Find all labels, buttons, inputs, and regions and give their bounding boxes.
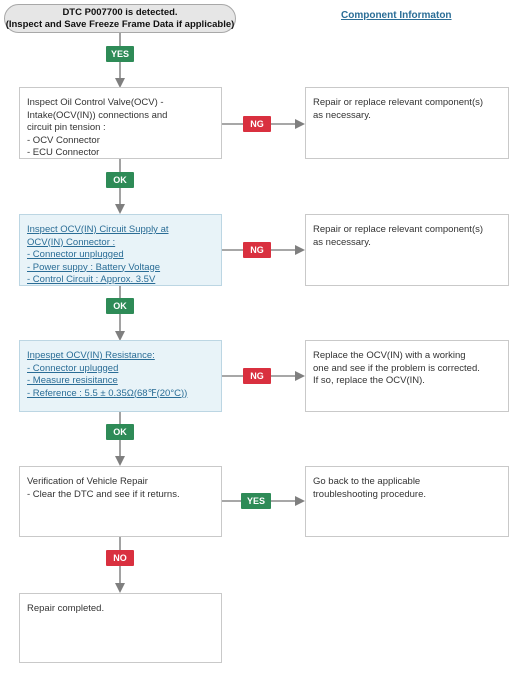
step-4-line: Verification of Vehicle Repair	[27, 476, 148, 487]
step-2-ok-badge: OK	[106, 298, 134, 314]
step-1-ok-badge: OK	[106, 172, 134, 188]
step-3-result-box	[305, 340, 509, 412]
step-2-line[interactable]: - Power suppy : Battery Voltage	[27, 261, 161, 273]
step-1-line: circuit pin tension :	[27, 122, 106, 133]
step-1-result-line: as necessary.	[313, 109, 371, 121]
step-4-result-line: Go back to the applicable	[313, 476, 421, 487]
step-4-no-badge: NO	[106, 550, 134, 566]
start-node	[4, 4, 236, 33]
step-3-ok-badge: OK	[106, 424, 134, 440]
step-2-box[interactable]	[19, 214, 222, 286]
step-2-result-line: Repair or replace relevant component(s)	[313, 224, 484, 235]
step-4-result-box	[305, 466, 509, 537]
step-2-line[interactable]: OCV(IN) Connector :	[27, 236, 116, 248]
step-2-line[interactable]: Inspect OCV(IN) Circuit Supply at	[27, 224, 169, 235]
final-line: Repair completed.	[27, 603, 105, 614]
step-2-result-box	[305, 214, 509, 286]
step-3-result-line: one and see if the problem is corrected.	[313, 362, 480, 374]
yes-badge: YES	[106, 46, 134, 62]
step-1-result-box	[305, 87, 509, 159]
step-3-ng-badge: NG	[243, 368, 271, 384]
step-1-line: Intake(OCV(IN)) connections and	[27, 109, 168, 121]
step-2-ng-badge: NG	[243, 242, 271, 258]
start-line2: (Inspect and Save Freeze Frame Data if applicable)	[5, 19, 235, 30]
step-1-ng-badge: NG	[243, 116, 271, 132]
step-1-line: - ECU Connector	[27, 147, 100, 158]
step-1-result-line: Repair or replace relevant component(s)	[313, 97, 484, 108]
step-1-line: - OCV Connector	[27, 134, 100, 146]
final-box	[19, 593, 222, 663]
step-3-line[interactable]: - Measure resisitance	[27, 375, 118, 386]
step-2-line[interactable]: - Connector unplugged	[27, 249, 124, 260]
step-3-line[interactable]: - Connector uplugged	[27, 362, 119, 374]
step-1-box	[19, 87, 222, 159]
step-4-yes-badge: YES	[241, 493, 271, 509]
step-2-result-line: as necessary.	[313, 236, 371, 248]
step-4-result-line: troubleshooting procedure.	[313, 488, 427, 500]
step-3-line[interactable]: - Reference : 5.5 ± 0.35Ω(68℉(20°C))	[27, 387, 188, 399]
start-line1: DTC P007700 is detected.	[62, 7, 178, 18]
step-3-result-line: Replace the OCV(IN) with a working	[313, 350, 466, 361]
step-1-line: Inspect Oil Control Valve(OCV) -	[27, 97, 164, 108]
step-3-box[interactable]	[19, 340, 222, 412]
step-4-box	[19, 466, 222, 537]
step-2-line[interactable]: - Control Circuit : Approx. 3.5V	[27, 274, 156, 285]
step-3-result-line: If so, replace the OCV(IN).	[313, 375, 425, 386]
step-4-line: - Clear the DTC and see if it returns.	[27, 488, 180, 500]
step-3-line[interactable]: Inpespet OCV(IN) Resistance:	[27, 350, 155, 361]
component-information-link[interactable]: Component Informaton	[341, 10, 452, 21]
